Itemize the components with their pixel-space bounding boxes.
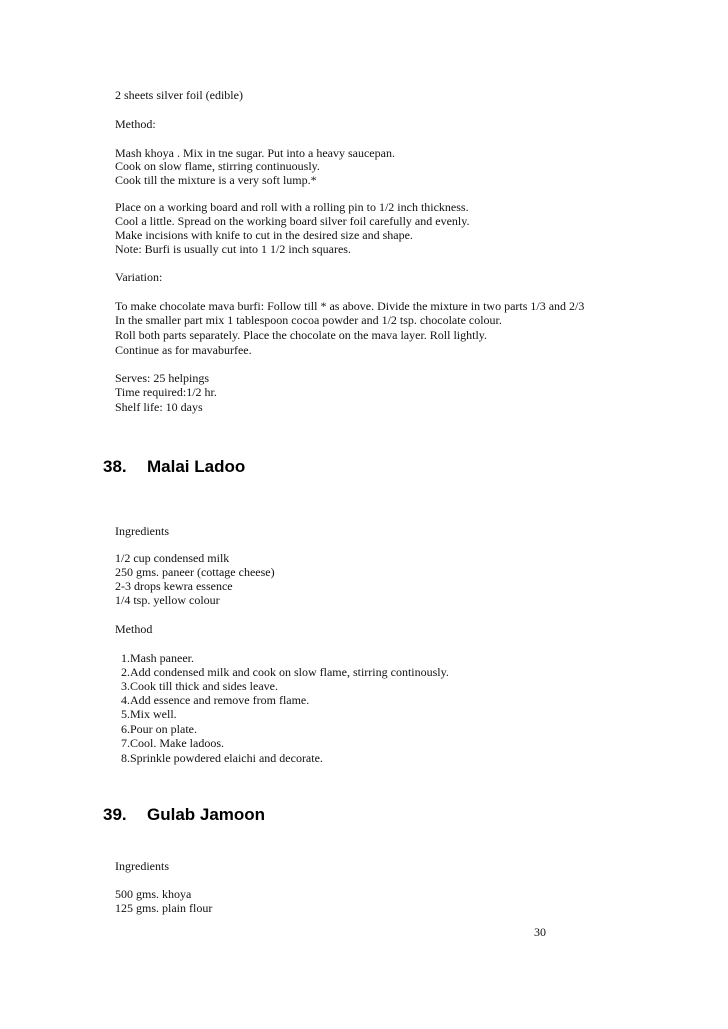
recipe-title: Gulab Jamoon — [147, 805, 266, 824]
method-step: 4.Add essence and remove from flame. — [121, 693, 310, 707]
recipe-number: 38. — [103, 457, 127, 476]
method-step: 5.Mix well. — [121, 707, 177, 721]
ingredient-line: 2-3 drops kewra essence — [115, 579, 233, 593]
ingredient-line: 125 gms. plain flour — [115, 901, 213, 915]
variation-line: Continue as for mavaburfee. — [115, 343, 252, 357]
ingredient-line: 2 sheets silver foil (edible) — [115, 88, 243, 102]
method-label: Method — [115, 622, 153, 636]
ingredient-line: 250 gms. paneer (cottage cheese) — [115, 565, 275, 579]
method-line: Cook till the mixture is a very soft lump.* — [115, 173, 317, 187]
variation-line: In the smaller part mix 1 tablespoon cocoa powder and 1/2 tsp. chocolate colour. — [115, 313, 502, 327]
variation-label: Variation: — [115, 270, 163, 284]
page-number: 30 — [534, 925, 546, 939]
ingredient-line: 1/4 tsp. yellow colour — [115, 593, 220, 607]
method-step: 8.Sprinkle powdered elaichi and decorate. — [121, 751, 323, 765]
ingredient-line: 1/2 cup condensed milk — [115, 551, 230, 565]
variation-line: To make chocolate mava burfi: Follow till * as above. Divide the mixture in two parts 1/3 and 2/3 — [115, 299, 585, 313]
method-step: 2.Add condensed milk and cook on slow flame, stirring continously. — [121, 665, 449, 679]
method-line: Cool a little. Spread on the working board silver foil carefully and evenly. — [115, 214, 470, 228]
recipe-heading — [103, 457, 245, 477]
method-line: Place on a working board and roll with a rolling pin to 1/2 inch thickness. — [115, 200, 469, 214]
method-step: 7.Cool. Make ladoos. — [121, 736, 224, 750]
method-line: Mash khoya . Mix in tne sugar. Put into a heavy saucepan. — [115, 146, 395, 160]
method-line: Cook on slow flame, stirring continuously. — [115, 159, 320, 173]
method-step: 3.Cook till thick and sides leave. — [121, 679, 278, 693]
recipe-number: 39. — [103, 805, 127, 824]
serves-line: Serves: 25 helpings — [115, 371, 209, 385]
variation-line: Roll both parts separately. Place the chocolate on the mava layer. Roll lightly. — [115, 328, 488, 342]
method-line: Note: Burfi is usually cut into 1 1/2 inch squares. — [115, 242, 351, 256]
method-line: Make incisions with knife to cut in the desired size and shape. — [115, 228, 413, 242]
ingredient-line: 500 gms. khoya — [115, 887, 192, 901]
recipe-heading — [103, 805, 265, 825]
method-step: 1.Mash paneer. — [121, 651, 194, 665]
recipe-title: Malai Ladoo — [147, 457, 246, 476]
shelf-life-line: Shelf life: 10 days — [115, 400, 203, 414]
ingredients-label: Ingredients — [115, 524, 169, 538]
time-line: Time required:1/2 hr. — [115, 385, 217, 399]
ingredients-label: Ingredients — [115, 859, 169, 873]
method-label: Method: — [115, 117, 156, 131]
method-step: 6.Pour on plate. — [121, 722, 197, 736]
